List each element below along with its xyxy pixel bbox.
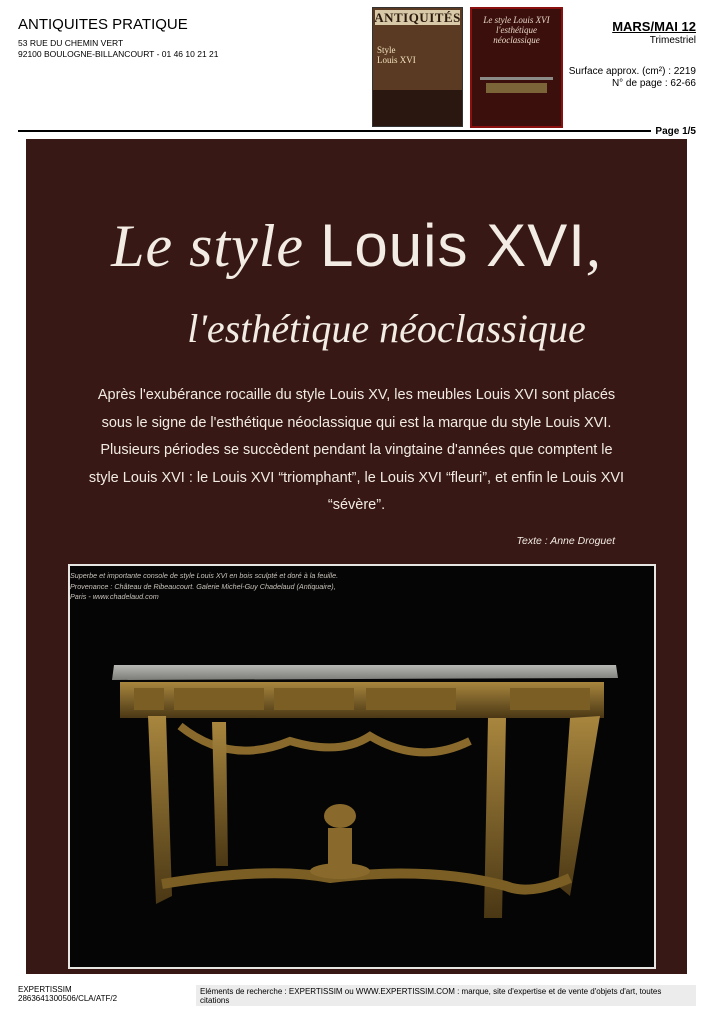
article-page xyxy=(26,139,687,974)
page-range: N° de page : 62-66 xyxy=(611,78,696,89)
article-opening-thumbnail xyxy=(470,7,563,128)
title-script: Le style xyxy=(111,213,321,279)
header-rule xyxy=(18,130,651,132)
photo-caption xyxy=(70,571,338,603)
address-line-1: 53 RUE DU CHEMIN VERT xyxy=(18,38,124,48)
cover-headline-a: Style xyxy=(377,45,396,55)
publication-name: ANTIQUITES PRATIQUE xyxy=(18,16,188,33)
issue-date: MARS/MAI 12 xyxy=(612,19,696,34)
console-table-illustration xyxy=(70,566,654,967)
thumb-console-image xyxy=(480,77,553,114)
caption-line-3: Paris - www.chadelaud.com xyxy=(70,592,159,601)
address-line-2: 92100 BOULOGNE-BILLANCOURT - 01 46 10 21 21 xyxy=(18,49,219,59)
footer-reference: 2863641300506/CLA/ATF/2 xyxy=(18,994,118,1003)
title-comma: , xyxy=(585,213,602,279)
footer-search-terms: Eléments de recherche : EXPERTISSIM ou WWW.EXPERTISSIM.COM : marque, site d'expertise et de vente d'objets d'art, toutes citations xyxy=(196,985,696,1006)
surface-info xyxy=(569,66,696,90)
thumb-title-b: l'esthétique néoclassique xyxy=(493,25,540,45)
page-number: Page 1/5 xyxy=(655,126,696,137)
article-author: Texte : Anne Droguet xyxy=(516,535,615,547)
magazine-cover-thumbnail xyxy=(372,7,463,127)
article-subtitle: l'esthétique néoclassique xyxy=(187,306,586,351)
cover-headline-b: Louis XVI xyxy=(377,55,416,65)
publication-address xyxy=(18,38,219,60)
title-bold: Louis XVI xyxy=(320,212,586,279)
console-photo xyxy=(68,564,656,969)
caption-line-1: Superbe et importante console de style Louis XVI en bois sculpté et doré à la feuille. xyxy=(70,571,339,580)
issue-frequency: Trimestriel xyxy=(649,35,696,46)
surface-area: Surface approx. (cm²) : 2219 xyxy=(568,66,696,77)
thumb-title-a: Le style Louis XVI xyxy=(483,15,550,25)
footer-left xyxy=(18,985,117,1003)
caption-line-2: Provenance : Château de Ribeaucourt. Galerie Michel-Guy Chadelaud (Antiquaire), xyxy=(70,581,336,591)
article-intro: Après l'exubérance rocaille du style Louis XV, les meubles Louis XVI sont placés sous le signe de l'esthétique néoclassique qui est la marque du style Louis XVI. Plusieurs périodes se succèdent pendant la vingtaine d'années que comptent le style Louis XVI : le Louis XVI “triomphant”, le Louis XVI “fleuri”, et enfin le Louis XVI “sévère”. xyxy=(88,387,625,514)
cover-masthead: ANTIQUITÉS xyxy=(374,9,461,25)
footer-company: EXPERTISSIM xyxy=(18,985,72,994)
article-title xyxy=(26,211,687,281)
